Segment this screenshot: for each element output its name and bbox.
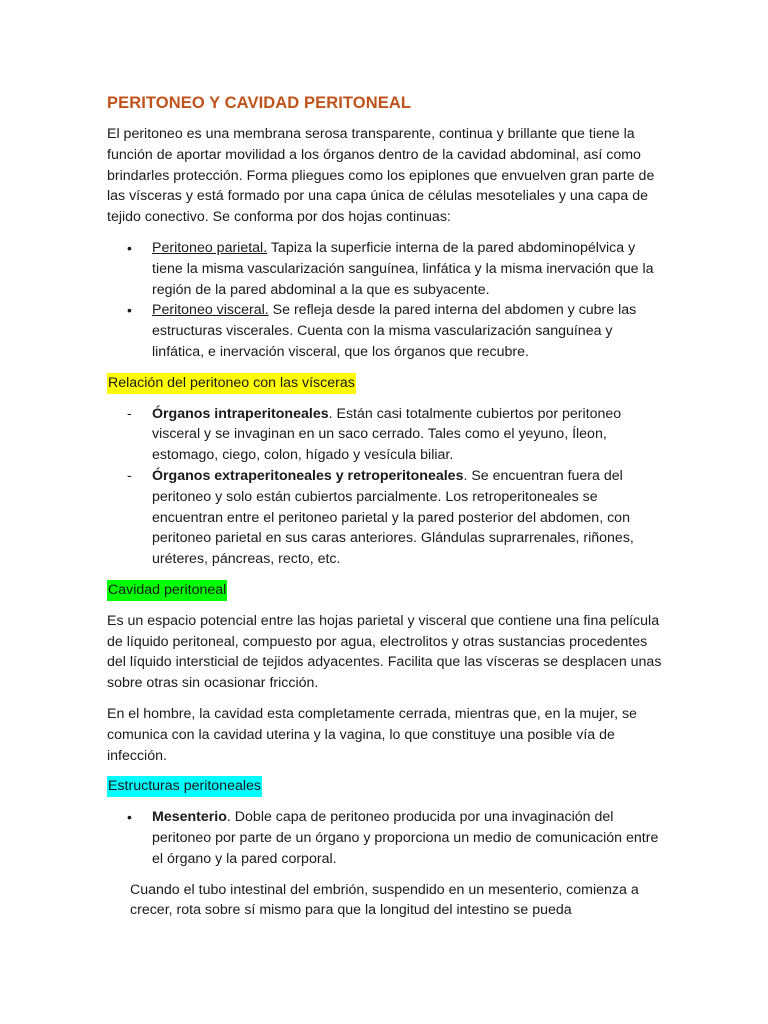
bullet-marker: • bbox=[127, 302, 132, 319]
relacion-heading-line bbox=[107, 373, 668, 394]
cavidad-paragraph-2: En el hombre, la cavidad esta completamente cerrada, mientras que, en la mujer, se comunica con la cavidad uterina y la vagina, lo que constituye una posible vía de infección. bbox=[107, 705, 637, 764]
list-item bbox=[107, 300, 668, 362]
document-title: PERITONEO Y CAVIDAD PERITONEAL bbox=[107, 94, 412, 112]
organo-term: Órganos intraperitoneales bbox=[152, 405, 329, 422]
cavidad-paragraph-1: Es un espacio potencial entre las hojas parietal y visceral que contiene una fina película de líquido peritoneal, compuesto por agua, electrolitos y otras sustancias procedentes del líquido intersticial de tejidos adyacentes. Facilita que las vísceras se desplacen unas sobre otras sin ocasionar fricción. bbox=[107, 612, 662, 692]
intro-paragraph: El peritoneo es una membrana serosa transparente, continua y brillante que tiene la función de aportar movilidad a los órganos dentro de la cavidad abdominal, así como brindarles protección. Forma pliegues como los epiplones que envuelven gran parte de las vísceras y está formado por una capa única de células mesoteliales y una capa de tejido conectivo. Se conforma por dos hojas continuas: bbox=[107, 126, 655, 226]
estructuras-heading: Estructuras peritoneales bbox=[107, 776, 262, 797]
hoja-text: Tapiza la superficie interna de la pared abdominopélvica y tiene la misma vascularización sanguínea, linfática y la misma inervación que la región de la pared abdominal a la que es subyacente. bbox=[152, 239, 654, 298]
estructura-term: Mesenterio bbox=[152, 809, 227, 826]
relacion-heading: Relación del peritoneo con las vísceras bbox=[107, 373, 356, 394]
organo-text: . Se encuentran fuera del peritoneo y solo están cubiertos parcialmente. Los retroperitoneales se encuentran entre el peritoneo parietal y la pared posterior del abdomen, con peritoneo parietal en sus caras anteriores. Glándulas suprarrenales, riñones, uréteres, páncreas, recto, etc. bbox=[152, 467, 634, 568]
hojas-list bbox=[107, 238, 668, 363]
organo-term: Órganos extraperitoneales y retroperitoneales bbox=[152, 467, 464, 484]
organo-text: . Están casi totalmente cubiertos por peritoneo visceral y se invaginan en un saco cerrado. Tales como el yeyuno, Íleon, estomago, ciego, colon, hígado y vesícula biliar. bbox=[152, 405, 622, 464]
mesenterio-paragraph: Cuando el tubo intestinal del embrión, suspendido en un mesenterio, comienza a crecer, rota sobre sí mismo para que la longitud del intestino se pueda bbox=[130, 881, 639, 919]
dash-marker: - bbox=[127, 467, 132, 484]
hoja-term: Peritoneo parietal. bbox=[152, 239, 268, 256]
estructura-text: . Doble capa de peritoneo producida por una invaginación del peritoneo por parte de un órgano y proporciona un medio de comunicación entre el órgano y la pared corporal. bbox=[152, 809, 659, 867]
hoja-term: Peritoneo visceral. bbox=[152, 302, 269, 319]
list-item bbox=[107, 466, 668, 570]
bullet-marker: • bbox=[127, 239, 132, 256]
cavidad-heading-line bbox=[107, 580, 668, 601]
dash-marker: - bbox=[127, 405, 132, 422]
list-item bbox=[107, 807, 668, 869]
list-item bbox=[107, 238, 668, 300]
estructuras-list bbox=[107, 807, 668, 869]
estructuras-heading-line bbox=[107, 776, 668, 797]
list-item bbox=[107, 404, 668, 466]
cavidad-heading: Cavidad peritoneal bbox=[107, 580, 227, 601]
hoja-text: Se refleja desde la pared interna del abdomen y cubre las estructuras viscerales. Cuenta con la misma vascularización sanguínea y linfática, e inervación visceral, que los órganos que recubre. bbox=[152, 302, 637, 360]
organos-list bbox=[107, 404, 668, 570]
bullet-marker: • bbox=[127, 809, 132, 826]
